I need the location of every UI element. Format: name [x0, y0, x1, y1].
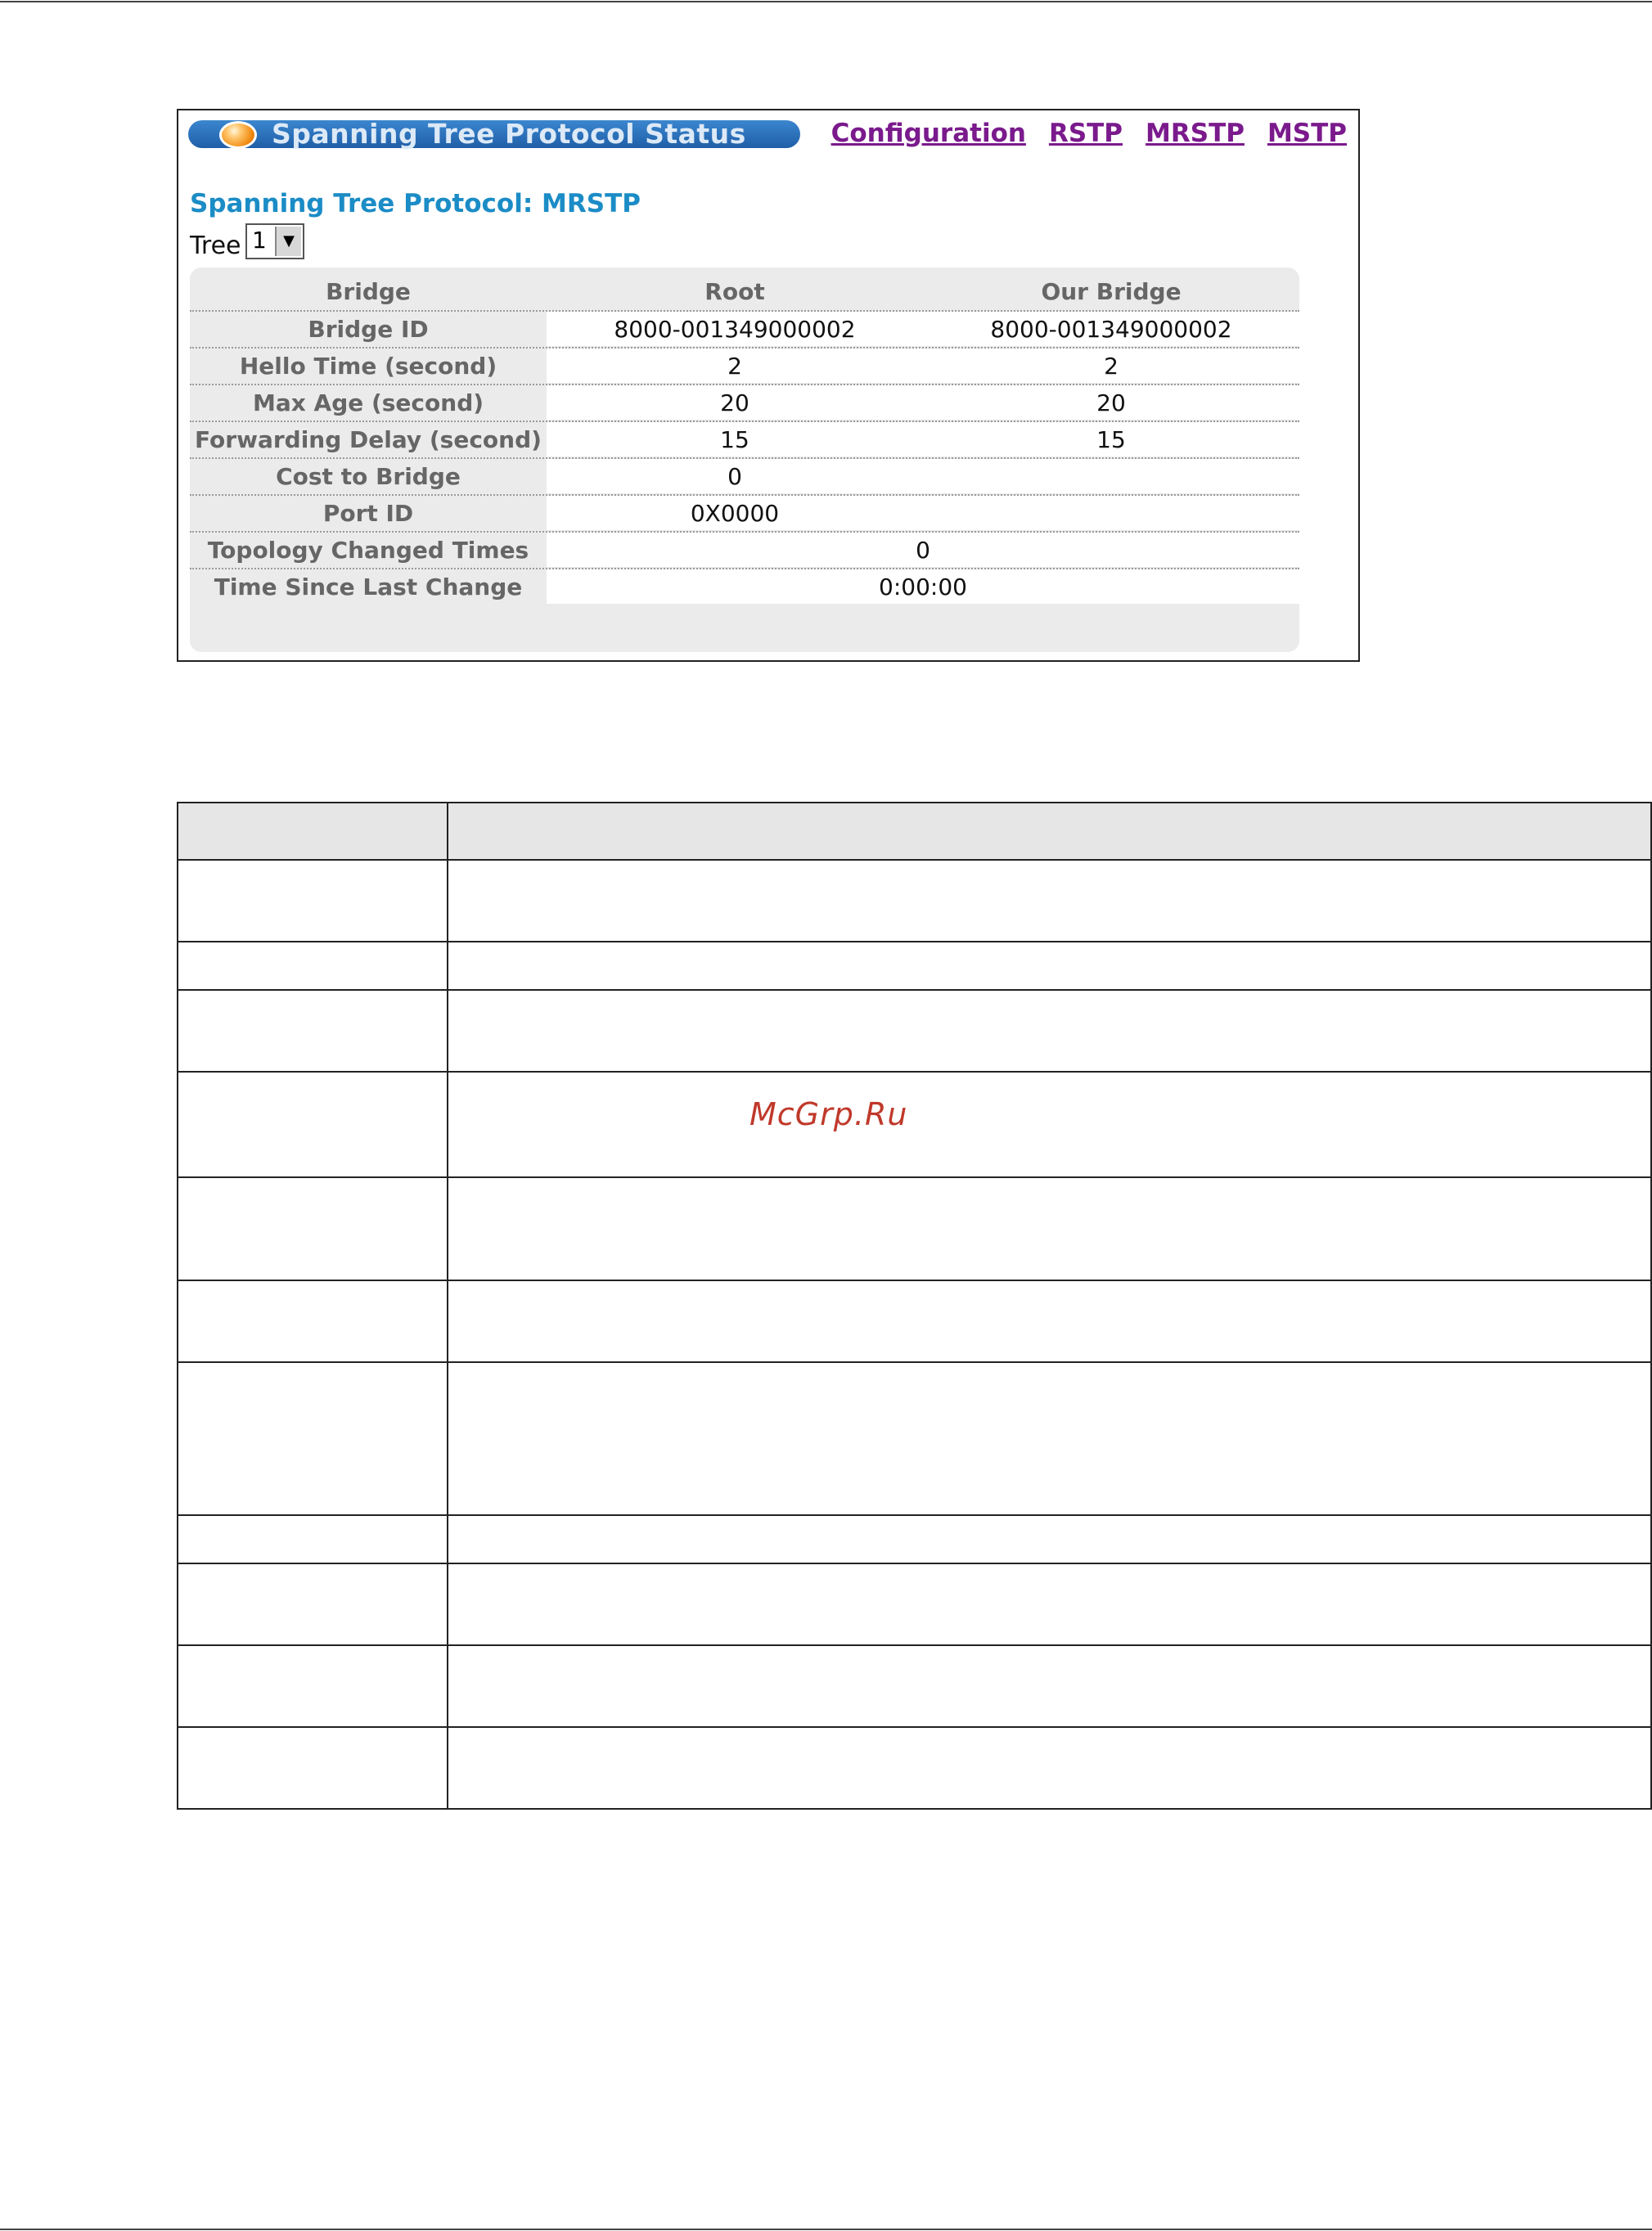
- mrstp-link[interactable]: MRSTP: [1146, 119, 1245, 148]
- status-orb-icon: [219, 121, 257, 149]
- description-cell: [178, 1645, 448, 1727]
- mstp-link[interactable]: MSTP: [1267, 119, 1347, 148]
- screenshot-frame: [177, 109, 1360, 662]
- forwarding-delay-label: Forwarding Delay (second): [195, 426, 542, 453]
- page-title: Spanning Tree Protocol Status: [272, 118, 746, 150]
- forwarding-delay-our: 15: [923, 422, 1299, 457]
- description-cell: [178, 1362, 448, 1515]
- description-row: [178, 1645, 1651, 1727]
- forwarding-delay-root: 15: [547, 422, 923, 457]
- row-cost-to-bridge: [190, 457, 1299, 493]
- cost-to-bridge-root: 0: [547, 459, 923, 493]
- time-since-change-label: Time Since Last Change: [214, 573, 523, 600]
- bridge-id-label: Bridge ID: [308, 316, 429, 343]
- nav-links: [831, 119, 1347, 148]
- header-root: Root: [704, 278, 765, 305]
- time-since-change-value: 0:00:00: [547, 569, 1299, 604]
- bridge-id-our: 8000-001349000002: [923, 312, 1299, 346]
- description-cell: [448, 860, 1651, 942]
- port-id-root: 0X0000: [547, 496, 923, 530]
- description-row: [178, 1727, 1651, 1809]
- description-row: [178, 860, 1651, 942]
- row-time-since-change: [190, 568, 1299, 604]
- hello-time-root: 2: [547, 349, 923, 383]
- watermark: McGrp.Ru: [749, 1096, 908, 1132]
- description-header-row: [178, 803, 1651, 860]
- description-cell: [448, 1727, 1651, 1809]
- tree-label: Tree: [190, 232, 241, 260]
- description-cell: [448, 1362, 1651, 1515]
- tree-select-value: 1: [252, 227, 267, 254]
- bottom-rule: [0, 2229, 1652, 2230]
- status-header-row: [190, 274, 1299, 310]
- protocol-title: Spanning Tree Protocol: MRSTP: [190, 189, 641, 218]
- description-cell: [178, 1563, 448, 1645]
- description-cell: [178, 803, 448, 860]
- row-hello-time: [190, 347, 1299, 383]
- status-table: [190, 268, 1299, 652]
- description-table: [177, 802, 1652, 1814]
- description-cell: [448, 803, 1651, 860]
- description-cell: [178, 1072, 448, 1177]
- description-cell: [448, 942, 1651, 990]
- title-bar: [188, 120, 800, 148]
- row-topology-changed: [190, 531, 1299, 567]
- row-max-age: [190, 384, 1299, 420]
- description-cell: [178, 942, 448, 990]
- description-row: [178, 1362, 1651, 1515]
- topology-changed-label: Topology Changed Times: [207, 537, 529, 564]
- bridge-id-root: 8000-001349000002: [547, 312, 923, 346]
- description-row: [178, 1515, 1651, 1563]
- hello-time-our: 2: [923, 349, 1299, 383]
- chevron-down-icon[interactable]: ▼: [275, 227, 301, 256]
- max-age-our: 20: [923, 385, 1299, 420]
- cost-to-bridge-label: Cost to Bridge: [276, 463, 461, 490]
- header-our-bridge: Our Bridge: [1041, 278, 1182, 305]
- description-cell: [448, 1280, 1651, 1362]
- description-row: [178, 942, 1651, 990]
- tree-select[interactable]: [245, 223, 304, 259]
- description-cell: [178, 1727, 448, 1809]
- max-age-root: 20: [547, 385, 923, 420]
- description-row: [178, 1563, 1651, 1645]
- description-cell: [178, 1280, 448, 1362]
- max-age-label: Max Age (second): [252, 389, 484, 416]
- top-rule: [0, 1, 1652, 2]
- description-cell: [178, 1515, 448, 1563]
- description-cell: [448, 1072, 1651, 1177]
- rstp-link[interactable]: RSTP: [1048, 119, 1123, 148]
- description-cell: [448, 990, 1651, 1072]
- description-row: [178, 1280, 1651, 1362]
- description-row: [178, 1072, 1651, 1177]
- topology-changed-value: 0: [547, 533, 1299, 567]
- description-cell: [178, 1177, 448, 1280]
- port-id-our: [923, 496, 1299, 530]
- description-cell: [178, 990, 448, 1072]
- cost-to-bridge-our: [923, 459, 1299, 493]
- header-bridge: Bridge: [326, 278, 411, 305]
- description-cell: [448, 1645, 1651, 1727]
- description-cell: [448, 1177, 1651, 1280]
- row-bridge-id: [190, 310, 1299, 346]
- configuration-link[interactable]: Configuration: [831, 119, 1026, 148]
- description-row: [178, 1177, 1651, 1280]
- description-cell: [178, 860, 448, 942]
- hello-time-label: Hello Time (second): [239, 353, 497, 380]
- description-row: [178, 990, 1651, 1072]
- row-port-id: [190, 494, 1299, 530]
- description-cell: [448, 1563, 1651, 1645]
- row-forwarding-delay: [190, 421, 1299, 457]
- description-cell: [448, 1515, 1651, 1563]
- port-id-label: Port ID: [322, 500, 414, 527]
